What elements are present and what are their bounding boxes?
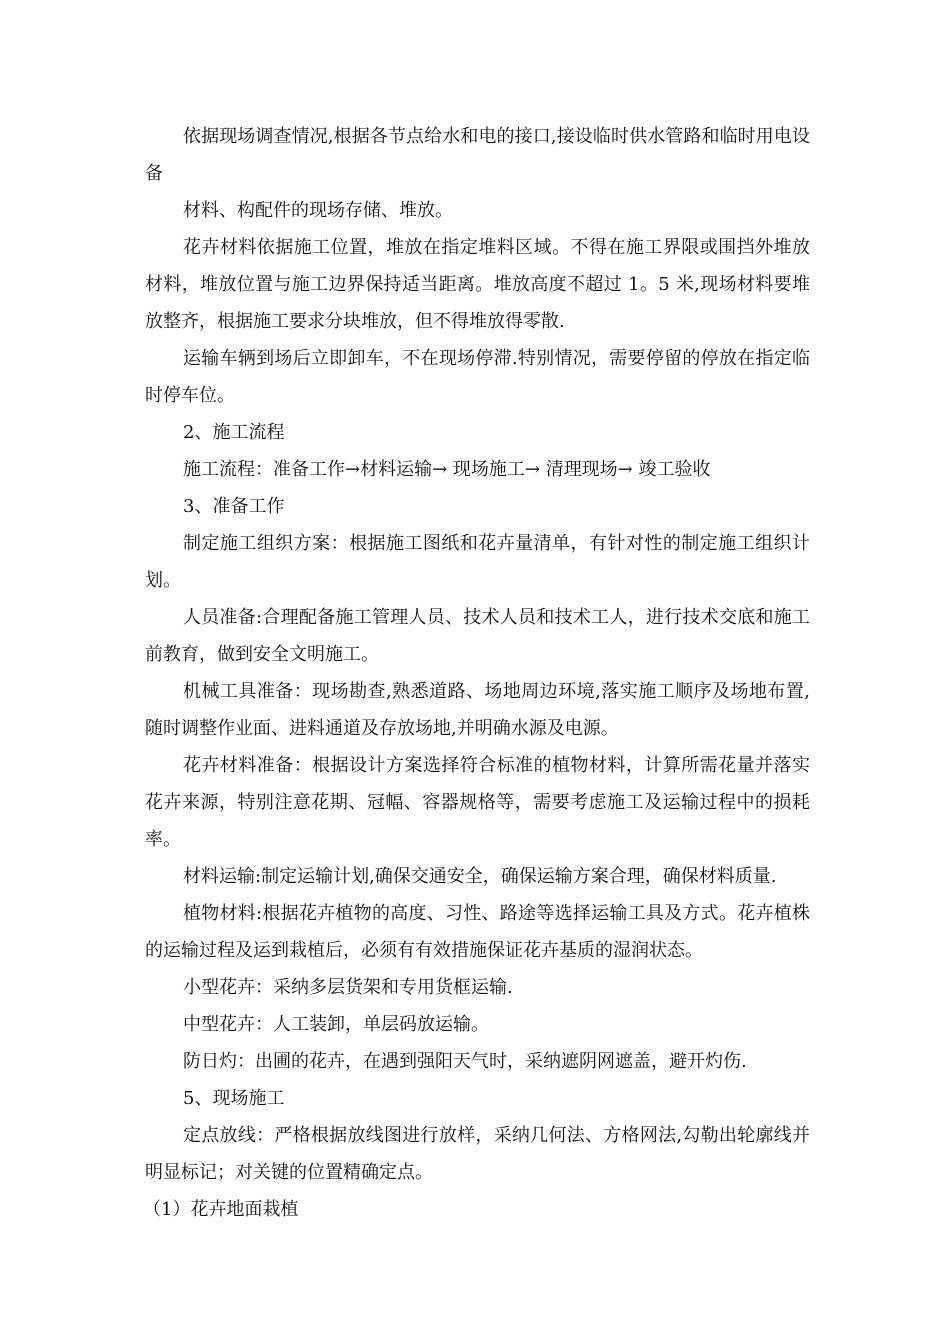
paragraph-vehicle-unloading: 运输车辆到场后立即卸车，不在现场停滞.特别情况，需要停留的停放在指定临时停车位。 <box>145 348 810 406</box>
paragraph-material-storage-heading: 材料、构配件的现场存储、堆放。 <box>183 200 453 221</box>
paragraph-medium-flowers: 中型花卉：人工装卸，单层码放运输。 <box>183 1014 489 1035</box>
paragraph-utilities-setup: 依据现场调查情况,根据各节点给水和电的接口,接设临时供水管路和临时用电设备 <box>145 126 810 184</box>
paragraph-flower-material-preparation: 花卉材料准备：根据设计方案选择符合标准的植物材料，计算所需花量并落实花卉来源，特别注意花期、冠幅、容器规格等，需要考虑施工及运输过程中的损耗率。 <box>145 755 810 850</box>
paragraph-personnel-preparation: 人员准备:合理配备施工管理人员、技术人员和技术工人，进行技术交底和施工前教育，做到安全文明施工。 <box>145 607 810 665</box>
paragraph-flower-stacking: 花卉材料依据施工位置，堆放在指定堆料区域。不得在施工界限或围挡外堆放材料，堆放位置与施工边界保持适当距离。堆放高度不超过 1。5 米,现场材料要堆放整齐，根据施工要求分块堆放，但不得堆放得零散. <box>145 237 810 332</box>
paragraph-organization-plan: 制定施工组织方案：根据施工图纸和花卉量清单，有针对性的制定施工组织计划。 <box>145 533 810 591</box>
paragraph-material-transport: 材料运输:制定运输计划,确保交通安全，确保运输方案合理，确保材料质量. <box>183 866 777 887</box>
paragraph-sunburn-protection: 防日灼：出圃的花卉，在遇到强阳天气时，采纳遮阴网遮盖，避开灼伤. <box>183 1051 747 1072</box>
section-heading-site-construction: 5、现场施工 <box>183 1088 285 1109</box>
paragraph-small-flowers: 小型花卉：采纳多层货架和专用货框运输. <box>183 977 513 998</box>
paragraph-process-flow: 施工流程：准备工作→材料运输→ 现场施工→ 清理现场→ 竣工验收 <box>183 459 711 480</box>
section-heading-construction-process: 2、施工流程 <box>183 422 285 443</box>
document-body <box>145 118 810 1228</box>
paragraph-layout-marking: 定点放线：严格根据放线图进行放样，采纳几何法、方格网法,勾勒出轮廓线并明显标记；对关键的位置精确定点。 <box>145 1125 810 1183</box>
paragraph-machinery-preparation: 机械工具准备：现场勘查,熟悉道路、场地周边环境,落实施工顺序及场地布置,随时调整作业面、进料通道及存放场地,并明确水源及电源。 <box>145 681 810 739</box>
subsection-heading-ground-planting: （1）花卉地面栽植 <box>143 1199 299 1220</box>
paragraph-plant-material: 植物材料:根据花卉植物的高度、习性、路途等选择运输工具及方式。花卉植株的运输过程及运到栽植后，必须有有效措施保证花卉基质的湿润状态。 <box>145 903 810 961</box>
section-heading-preparation: 3、准备工作 <box>183 496 285 517</box>
